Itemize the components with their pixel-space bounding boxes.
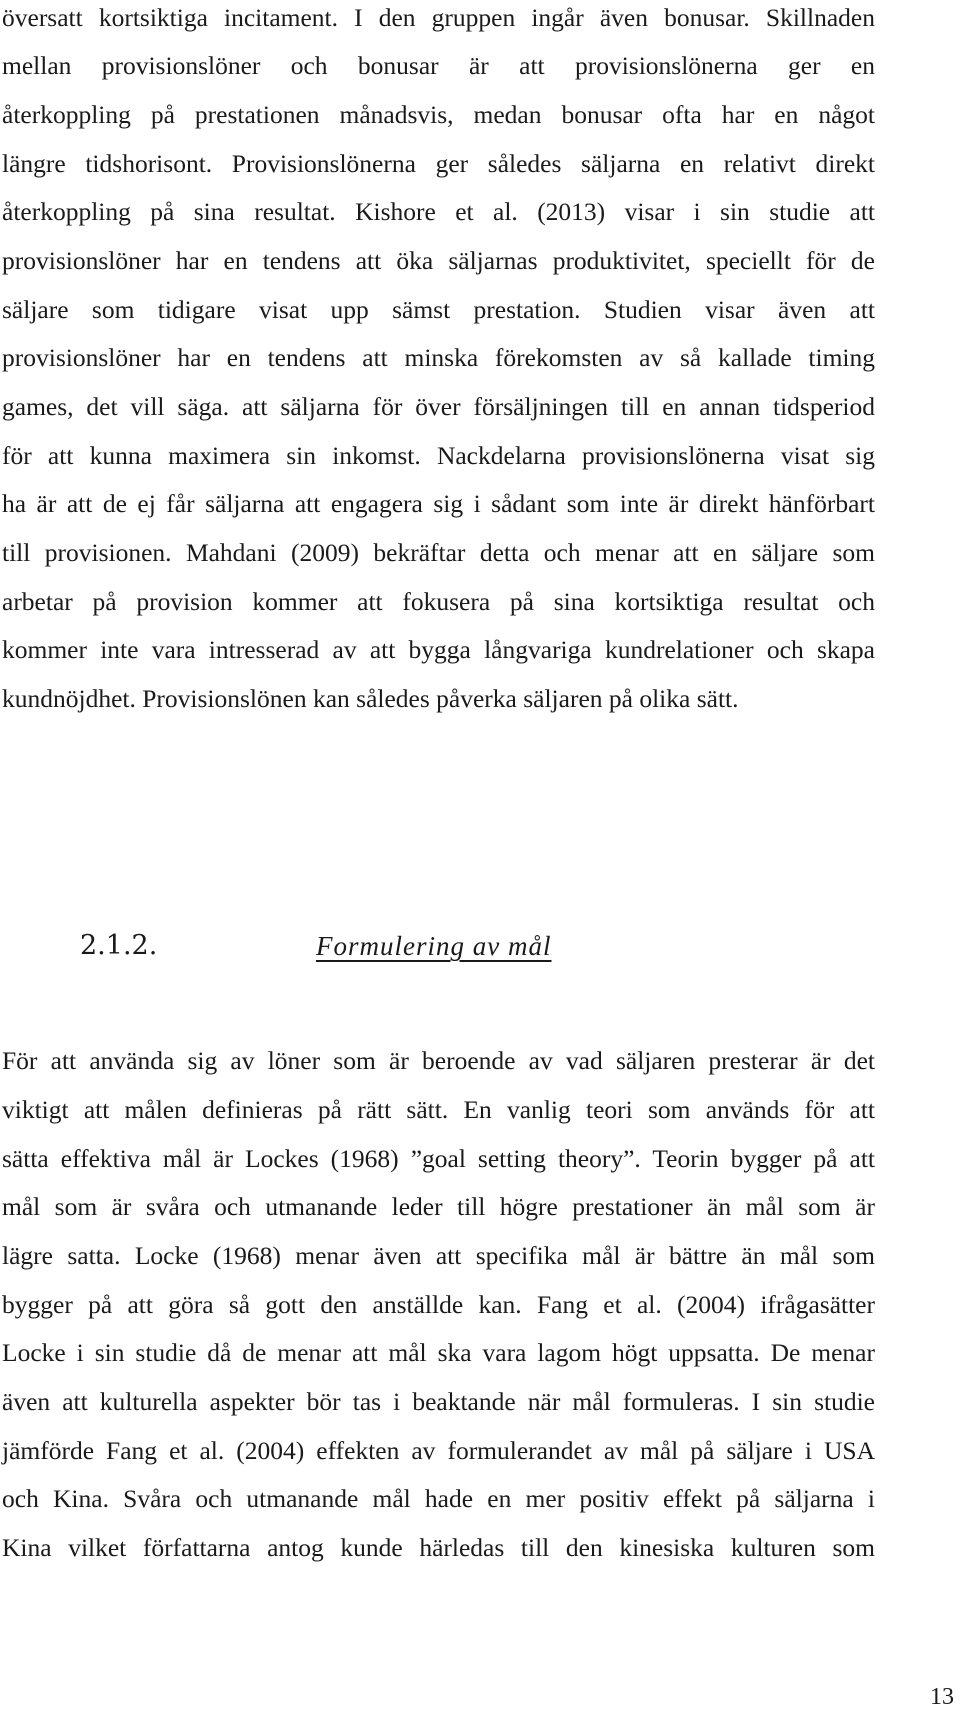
text-line: provisionslöner har en tendens att öka säljarnas produktivitet, speciellt för de: [2, 246, 875, 275]
text-line: längre tidshorisont. Provisionslönerna ger således säljarna en relativt direkt: [2, 149, 875, 178]
text-line: återkoppling på sina resultat. Kishore et al. (2013) visar i sin studie att: [2, 197, 875, 226]
section-title: Formulering av mål: [316, 931, 552, 961]
page-number: 13: [930, 1684, 954, 1710]
text-line: arbetar på provision kommer att fokusera på sina kortsiktiga resultat och: [2, 587, 875, 616]
text-line: mellan provisionslöner och bonusar är att provisionslönerna ger en: [2, 51, 875, 80]
text-line: bygger på att göra så gott den anställde kan. Fang et al. (2004) ifrågasätter: [2, 1290, 875, 1319]
text-line: och Kina. Svåra och utmanande mål hade en mer positiv effekt på säljarna i: [2, 1484, 875, 1513]
text-line: säljare som tidigare visat upp sämst prestation. Studien visar även att: [2, 295, 875, 324]
text-line: lägre satta. Locke (1968) menar även att specifika mål är bättre än mål som: [2, 1241, 875, 1270]
text-line: ha är att de ej får säljarna att engagera sig i sådant som inte är direkt hänförbart: [2, 489, 875, 518]
text-line: kommer inte vara intresserad av att bygga långvariga kundrelationer och skapa: [2, 635, 875, 664]
text-line: Kina vilket författarna antog kunde härledas till den kinesiska kulturen som: [2, 1533, 875, 1562]
text-line: games, det vill säga. att säljarna för över försäljningen till en annan tidsperiod: [2, 392, 875, 421]
text-line: kundnöjdhet. Provisionslönen kan således påverka säljaren på olika sätt.: [2, 684, 739, 713]
section-number: 2.1.2.: [80, 930, 158, 961]
text-line: jämförde Fang et al. (2004) effekten av formulerandet av mål på säljare i USA: [2, 1436, 875, 1465]
text-line: även att kulturella aspekter bör tas i beaktande när mål formuleras. I sin studie: [2, 1387, 875, 1416]
text-line: för att kunna maximera sin inkomst. Nackdelarna provisionslönerna visat sig: [2, 441, 875, 470]
text-line: provisionslöner har en tendens att minska förekomsten av så kallade timing: [2, 343, 875, 372]
text-line: sätta effektiva mål är Lockes (1968) ”goal setting theory”. Teorin bygger på att: [2, 1144, 875, 1173]
text-line: till provisionen. Mahdani (2009) bekräftar detta och menar att en säljare som: [2, 538, 875, 567]
text-line: viktigt att målen definieras på rätt sätt. En vanlig teori som används för att: [2, 1095, 875, 1124]
text-line: Locke i sin studie då de menar att mål ska vara lagom högt uppsatta. De menar: [2, 1338, 875, 1367]
text-line: återkoppling på prestationen månadsvis, medan bonusar ofta har en något: [2, 100, 875, 129]
text-line: mål som är svåra och utmanande leder till högre prestationer än mål som är: [2, 1192, 875, 1221]
text-line: översatt kortsiktiga incitament. I den gruppen ingår även bonusar. Skillnaden: [2, 3, 875, 32]
text-line: För att använda sig av löner som är beroende av vad säljaren presterar är det: [2, 1046, 875, 1075]
